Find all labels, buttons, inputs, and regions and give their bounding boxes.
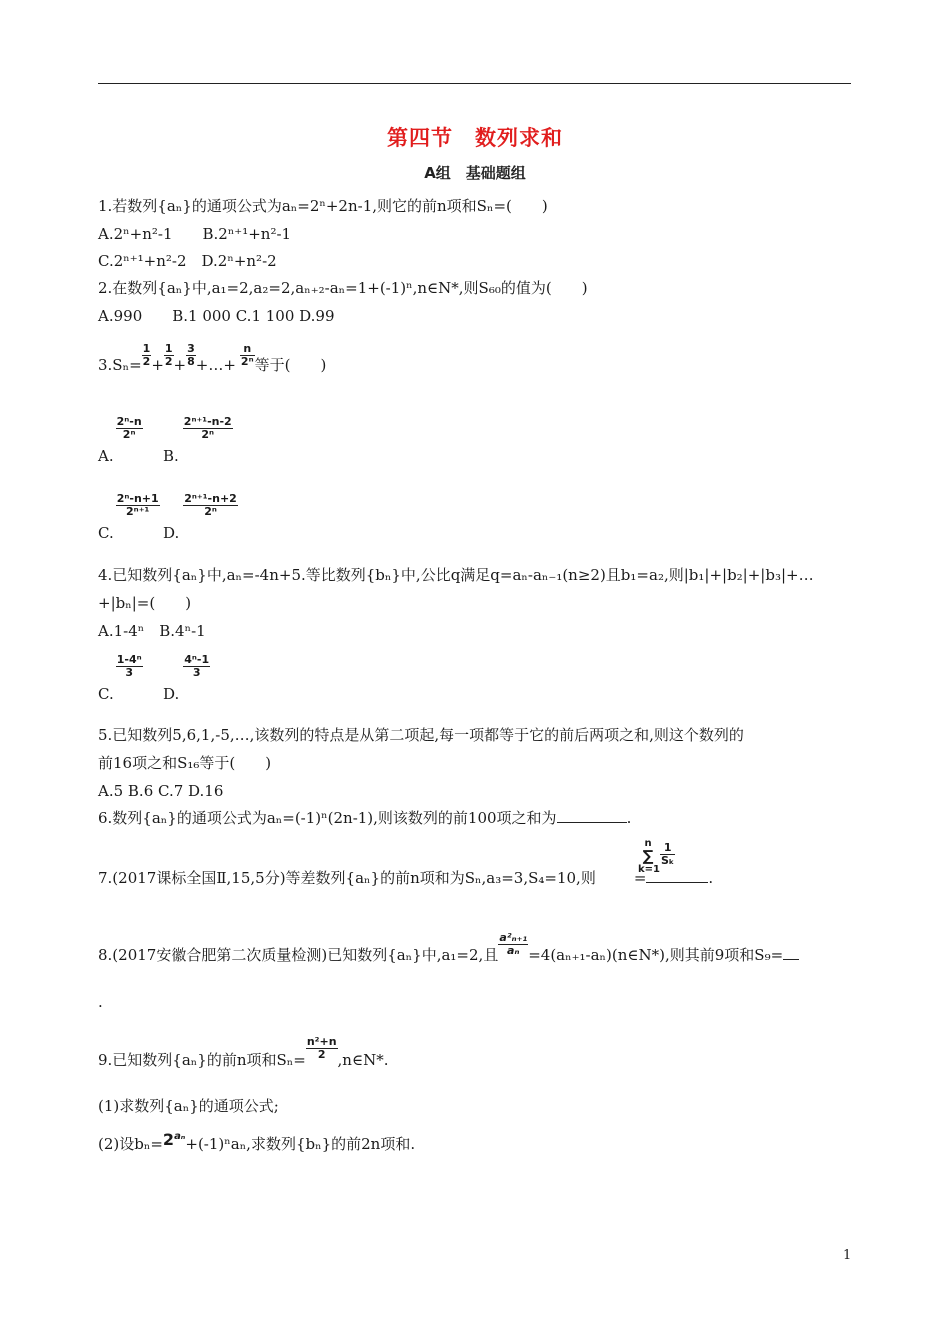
q3-option-c: C. $\frac{\text{2ⁿ-n+1}}{\text{2ⁿ⁺¹}}$ xyxy=(98,492,159,542)
q9-stem: 9.已知数列{aₙ}的前n项和Sₙ= $\frac{\text{n²+n}}{2}$ ,n∈N*. xyxy=(98,1034,389,1069)
q5-options: A.5 B.6 C.7 D.16 xyxy=(98,782,224,800)
q9-part1: (1)求数列{aₙ}的通项公式; xyxy=(98,1097,279,1115)
q4-stem-line1: 4.已知数列{aₙ}中,aₙ=-4n+5.等比数列{bₙ}中,公比q满足q=aₙ-aₙ₋₁(n≥2)且b₁=a₂,则|b₁|+|b₂|+|b₃|+… xyxy=(98,566,814,584)
q6-answer-blank[interactable] xyxy=(557,808,627,823)
section-title: 第四节 数列求和 xyxy=(387,126,563,150)
q1-options-ab: A.2ⁿ+n²-1 B.2ⁿ⁺¹+n²-1 xyxy=(98,225,292,243)
q2-options: A.990 B.1 000 C.1 100 D.99 xyxy=(98,307,335,325)
q5-stem-line1: 5.已知数列5,6,1,-5,…,该数列的特点是从第二项起,每一项都等于它的前后两项之和,则这个数列的 xyxy=(98,726,744,744)
q4-stem-line2: +|bₙ|=( ) xyxy=(98,594,192,612)
q8-answer-blank[interactable] xyxy=(783,945,799,960)
q3-term-1: $\frac{1}{2}$ xyxy=(142,341,151,368)
q9-part2: (2)设$b_n=2^{a_n}+(-1)^na_n$,求数列{bₙ}的前2n项和. xyxy=(98,1130,416,1153)
q3-plus: + xyxy=(173,356,187,374)
q3-dots: +…+ xyxy=(195,356,236,374)
q5-stem-line2: 前16项之和S₁₆等于( ) xyxy=(98,754,272,772)
q7-fraction: $\frac{1}{\text{Sₖ}}$ xyxy=(661,841,675,867)
q8-fraction: $\frac{\text{a²ₙ₊₁}}{\text{aₙ}}$ xyxy=(499,930,528,957)
q3-option-a: A. $\frac{\text{2ⁿ-n}}{\text{2ⁿ}}$ xyxy=(98,415,142,465)
q3-term-3: $\frac{3}{8}$ xyxy=(187,341,195,368)
q7-summation: n ∑ k=1 xyxy=(638,838,660,875)
q9-exp-power: aₙ xyxy=(174,1131,186,1142)
q4-option-d: D. $\frac{\text{4ⁿ-1}}{3}$ xyxy=(163,653,210,703)
q3-suffix: 等于( ) xyxy=(254,356,327,374)
q3-prefix: 3.Sₙ= xyxy=(98,356,142,374)
q9-fraction: $\frac{\text{n²+n}}{2}$ xyxy=(306,1034,337,1061)
q7-stem: 7.(2017课标全国Ⅱ,15,5分)等差数列{aₙ}的前n项和为Sₙ,a₃=3,S₄=10,则 n ∑ k=1 $\frac{1}{\text{Sₖ}}$ = . xyxy=(98,838,714,887)
header-rule xyxy=(98,83,851,84)
q3-option-d: D. $\frac{\text{2ⁿ⁺¹-n+2}}{\text{2ⁿ}}$ xyxy=(163,492,237,542)
q4-options-ab: A.1-4ⁿ B.4ⁿ-1 xyxy=(98,622,206,640)
q3-term-2: $\frac{1}{2}$ xyxy=(164,341,173,368)
q2-stem: 2.在数列{aₙ}中,a₁=2,a₂=2,aₙ₊₂-aₙ=1+(-1)ⁿ,n∈N*,则S₆₀的值为( ) xyxy=(98,279,588,297)
page-number: 1 xyxy=(843,1248,852,1263)
q8-stem: 8.(2017安徽合肥第二次质量检测)已知数列{aₙ}中,a₁=2,且 $\frac{\text{a²ₙ₊₁}}{\text{aₙ}}$ =4(aₙ₊₁-aₙ)(n∈N*),则其前9项和S₉= xyxy=(98,945,799,965)
q3-plus: + xyxy=(151,356,164,374)
q6-stem: 6.数列{aₙ}的通项公式为aₙ=(-1)ⁿ(2n-1),则该数列的前100项之和为 . xyxy=(98,809,632,827)
q8-end: . xyxy=(98,993,103,1011)
q9-exp-base: 2 xyxy=(162,1130,175,1149)
q3-term-n: $\frac{n}{\text{2ⁿ}}$ xyxy=(240,341,254,368)
q1-options-cd: C.2ⁿ⁺¹+n²-2 D.2ⁿ+n²-2 xyxy=(98,252,277,270)
group-subtitle: A组 基础题组 xyxy=(424,164,526,182)
q3-stem xyxy=(98,341,327,378)
q4-option-c: C. $\frac{\text{1-4ⁿ}}{3}$ xyxy=(98,653,142,703)
q1-stem: 1.若数列{aₙ}的通项公式为aₙ=2ⁿ+2n-1,则它的前n项和Sₙ=( ) xyxy=(98,197,548,215)
q3-option-b: B. $\frac{\text{2ⁿ⁺¹-n-2}}{\text{2ⁿ}}$ xyxy=(163,415,232,465)
